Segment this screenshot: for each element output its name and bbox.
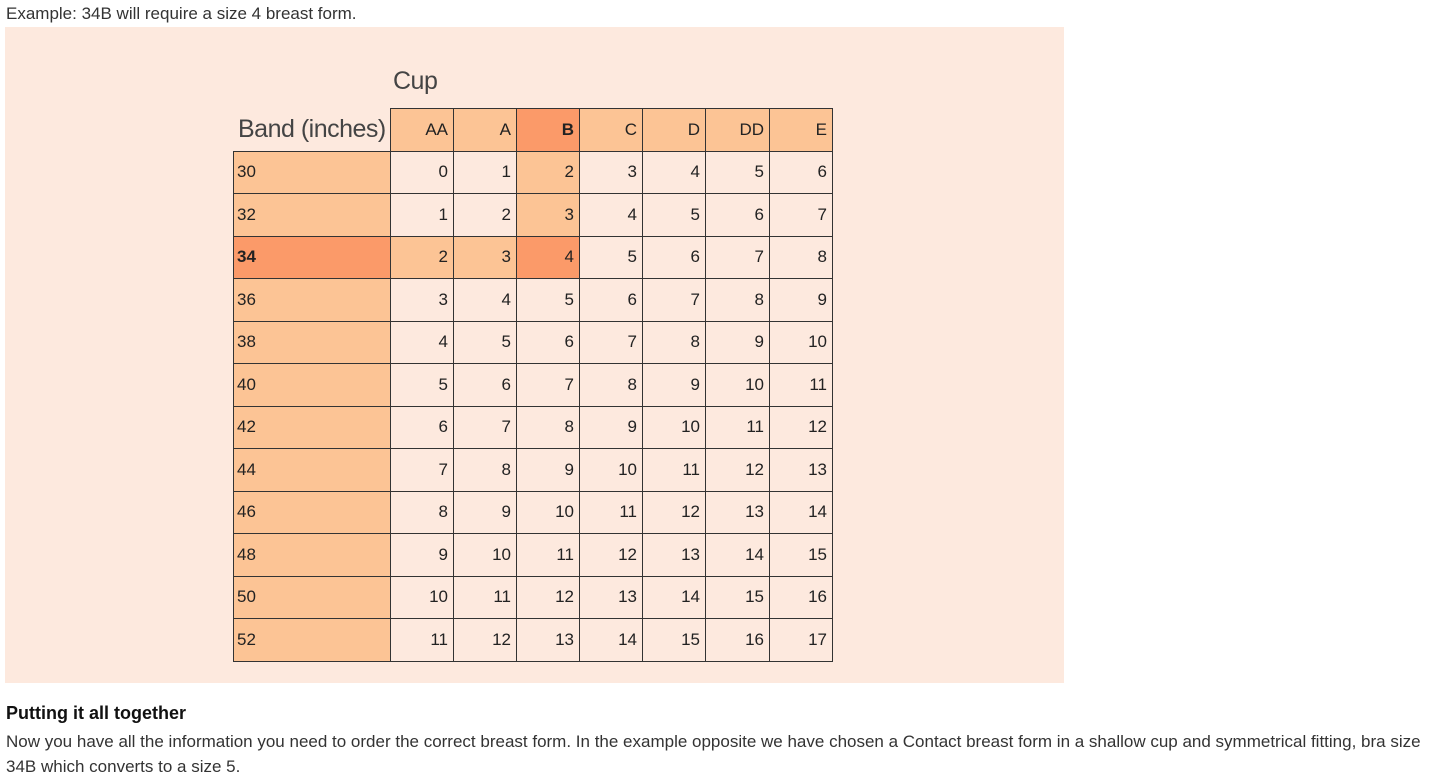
size-cell: 7 bbox=[770, 194, 833, 237]
size-cell: 5 bbox=[517, 279, 580, 322]
size-cell: 15 bbox=[706, 576, 770, 619]
size-cell: 11 bbox=[580, 491, 643, 534]
size-cell: 9 bbox=[770, 279, 833, 322]
size-cell: 6 bbox=[517, 321, 580, 364]
table-row bbox=[234, 534, 833, 577]
size-cell: 16 bbox=[706, 619, 770, 662]
size-cell: 14 bbox=[706, 534, 770, 577]
size-cell: 11 bbox=[706, 406, 770, 449]
size-cell: 8 bbox=[770, 236, 833, 279]
table-row bbox=[234, 619, 833, 662]
table-row bbox=[234, 236, 833, 279]
band-heading: Band (inches) bbox=[238, 115, 386, 143]
table-row bbox=[234, 406, 833, 449]
table-row bbox=[234, 449, 833, 492]
size-cell: 4 bbox=[580, 194, 643, 237]
size-cell: 10 bbox=[770, 321, 833, 364]
size-cell: 11 bbox=[454, 576, 517, 619]
band-cell: 38 bbox=[234, 321, 391, 364]
size-cell: 2 bbox=[454, 194, 517, 237]
cup-header-e: E bbox=[770, 109, 833, 152]
size-cell: 1 bbox=[391, 194, 454, 237]
cup-header-c: C bbox=[580, 109, 643, 152]
cup-header-a: A bbox=[454, 109, 517, 152]
size-cell: 10 bbox=[517, 491, 580, 534]
size-cell: 9 bbox=[706, 321, 770, 364]
cup-heading: Cup bbox=[393, 67, 438, 95]
size-cell: 12 bbox=[706, 449, 770, 492]
size-cell: 13 bbox=[580, 576, 643, 619]
size-cell: 3 bbox=[391, 279, 454, 322]
size-cell: 12 bbox=[770, 406, 833, 449]
size-cell: 8 bbox=[517, 406, 580, 449]
size-cell: 8 bbox=[391, 491, 454, 534]
band-cell: 32 bbox=[234, 194, 391, 237]
size-cell: 2 bbox=[391, 236, 454, 279]
size-cell: 13 bbox=[643, 534, 706, 577]
table-row bbox=[234, 576, 833, 619]
size-cell: 2 bbox=[517, 151, 580, 194]
table-row bbox=[234, 194, 833, 237]
size-cell: 6 bbox=[391, 406, 454, 449]
table-row bbox=[234, 364, 833, 407]
size-cell: 8 bbox=[580, 364, 643, 407]
size-cell: 9 bbox=[643, 364, 706, 407]
size-cell: 6 bbox=[706, 194, 770, 237]
size-cell: 6 bbox=[454, 364, 517, 407]
intro-text: Example: 34B will require a size 4 breast form. bbox=[6, 4, 357, 23]
size-cell: 3 bbox=[454, 236, 517, 279]
size-cell: 5 bbox=[643, 194, 706, 237]
band-cell: 52 bbox=[234, 619, 391, 662]
table-row bbox=[234, 321, 833, 364]
header-corner bbox=[234, 109, 391, 152]
size-cell: 4 bbox=[391, 321, 454, 364]
size-cell: 13 bbox=[770, 449, 833, 492]
table-row bbox=[234, 279, 833, 322]
size-cell: 7 bbox=[454, 406, 517, 449]
cup-header-dd: DD bbox=[706, 109, 770, 152]
size-cell: 11 bbox=[770, 364, 833, 407]
size-cell: 4 bbox=[643, 151, 706, 194]
cup-header-aa: AA bbox=[391, 109, 454, 152]
size-cell: 15 bbox=[643, 619, 706, 662]
band-cell: 36 bbox=[234, 279, 391, 322]
size-cell: 12 bbox=[517, 576, 580, 619]
band-cell: 30 bbox=[234, 151, 391, 194]
size-cell: 7 bbox=[517, 364, 580, 407]
size-cell: 10 bbox=[580, 449, 643, 492]
size-cell: 1 bbox=[454, 151, 517, 194]
size-cell: 4 bbox=[517, 236, 580, 279]
size-cell: 10 bbox=[454, 534, 517, 577]
size-cell: 15 bbox=[770, 534, 833, 577]
size-cell: 17 bbox=[770, 619, 833, 662]
size-cell: 11 bbox=[643, 449, 706, 492]
size-cell: 12 bbox=[580, 534, 643, 577]
size-cell: 16 bbox=[770, 576, 833, 619]
size-cell: 3 bbox=[517, 194, 580, 237]
size-cell: 9 bbox=[580, 406, 643, 449]
size-cell: 9 bbox=[454, 491, 517, 534]
cup-header-d: D bbox=[643, 109, 706, 152]
size-cell: 10 bbox=[643, 406, 706, 449]
size-cell: 8 bbox=[706, 279, 770, 322]
size-cell: 13 bbox=[706, 491, 770, 534]
band-cell: 44 bbox=[234, 449, 391, 492]
section-heading: Putting it all together bbox=[6, 703, 186, 723]
size-cell: 5 bbox=[454, 321, 517, 364]
band-cell: 42 bbox=[234, 406, 391, 449]
size-cell: 6 bbox=[580, 279, 643, 322]
size-cell: 9 bbox=[391, 534, 454, 577]
size-cell: 7 bbox=[391, 449, 454, 492]
size-cell: 0 bbox=[391, 151, 454, 194]
size-cell: 8 bbox=[643, 321, 706, 364]
cup-header-row bbox=[234, 109, 833, 152]
size-cell: 5 bbox=[580, 236, 643, 279]
size-chart-panel bbox=[5, 27, 1064, 683]
band-cell: 40 bbox=[234, 364, 391, 407]
cup-header-b: B bbox=[517, 109, 580, 152]
band-cell: 50 bbox=[234, 576, 391, 619]
size-cell: 14 bbox=[770, 491, 833, 534]
section-body: Now you have all the information you need to order the correct breast form. In the example opposite we have chosen a Contact breast form in a shallow cup and symmetrical fitting, bra size 34B which converts to a size 5. bbox=[6, 732, 1421, 776]
size-cell: 9 bbox=[517, 449, 580, 492]
size-cell: 4 bbox=[454, 279, 517, 322]
size-conversion-table bbox=[233, 108, 833, 662]
size-cell: 12 bbox=[454, 619, 517, 662]
size-cell: 13 bbox=[517, 619, 580, 662]
size-cell: 10 bbox=[706, 364, 770, 407]
size-cell: 11 bbox=[517, 534, 580, 577]
size-cell: 7 bbox=[643, 279, 706, 322]
size-cell: 8 bbox=[454, 449, 517, 492]
size-cell: 7 bbox=[580, 321, 643, 364]
size-cell: 3 bbox=[580, 151, 643, 194]
band-cell: 34 bbox=[234, 236, 391, 279]
size-cell: 5 bbox=[391, 364, 454, 407]
band-cell: 48 bbox=[234, 534, 391, 577]
size-cell: 10 bbox=[391, 576, 454, 619]
size-cell: 7 bbox=[706, 236, 770, 279]
size-cell: 5 bbox=[706, 151, 770, 194]
table-row bbox=[234, 491, 833, 534]
size-cell: 14 bbox=[643, 576, 706, 619]
size-cell: 6 bbox=[770, 151, 833, 194]
size-cell: 12 bbox=[643, 491, 706, 534]
table-row bbox=[234, 151, 833, 194]
size-cell: 14 bbox=[580, 619, 643, 662]
band-cell: 46 bbox=[234, 491, 391, 534]
size-cell: 11 bbox=[391, 619, 454, 662]
table-body bbox=[234, 151, 833, 661]
size-cell: 6 bbox=[643, 236, 706, 279]
